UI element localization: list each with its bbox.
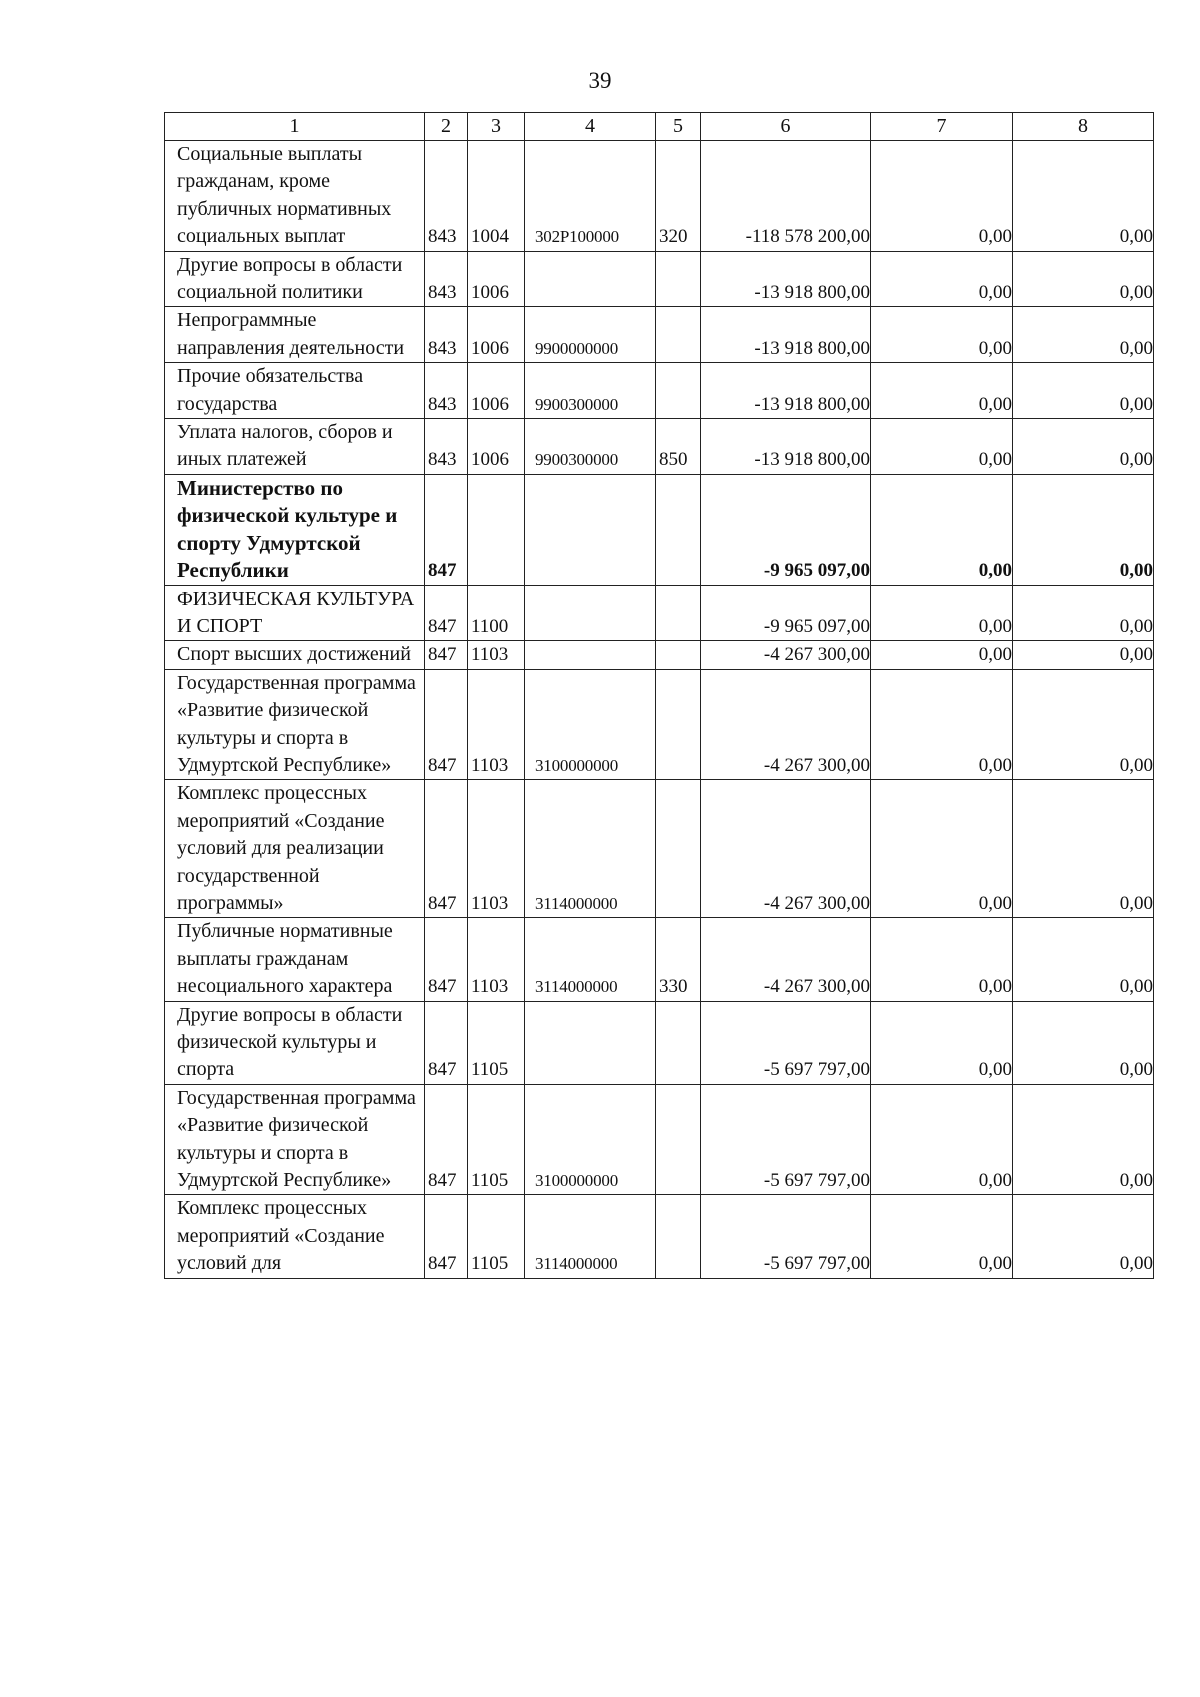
amount-year2-cell: 0,00 <box>871 641 1013 669</box>
row-name-cell: Спорт высших достижений <box>165 641 425 669</box>
row-name-cell: Комплекс процессных мероприятий «Создание условий для реализации государственной программы» <box>165 780 425 918</box>
target-article-cell: 3114000000 <box>525 1195 656 1278</box>
subsection-code-cell: 1103 <box>468 780 525 918</box>
table-row <box>165 419 1154 475</box>
expense-type-cell <box>656 585 701 641</box>
target-article-cell <box>525 474 656 585</box>
expense-type-cell <box>656 641 701 669</box>
section-code-cell: 847 <box>425 641 468 669</box>
expense-type-cell <box>656 307 701 363</box>
amount-year3-cell: 0,00 <box>1013 1195 1154 1278</box>
expense-type-cell: 850 <box>656 419 701 475</box>
row-name-cell: Публичные нормативные выплаты гражданам несоциального характера <box>165 918 425 1001</box>
target-article-cell: 9900300000 <box>525 419 656 475</box>
amount-year2-cell: 0,00 <box>871 1195 1013 1278</box>
amount-year3-cell: 0,00 <box>1013 307 1154 363</box>
row-name-cell: Государственная программа «Развитие физической культуры и спорта в Удмуртской Республике» <box>165 1084 425 1195</box>
target-article-cell <box>525 585 656 641</box>
target-article-cell: 3100000000 <box>525 1084 656 1195</box>
expense-type-cell <box>656 669 701 780</box>
amount-year3-cell: 0,00 <box>1013 1084 1154 1195</box>
table-row <box>165 251 1154 307</box>
header-row <box>165 113 1154 141</box>
row-name-cell: Министерство по физической культуре и спорту Удмуртской Республики <box>165 474 425 585</box>
amount-year3-cell: 0,00 <box>1013 141 1154 252</box>
header-cell: 4 <box>525 113 656 141</box>
expense-type-cell <box>656 363 701 419</box>
target-article-cell: 302P100000 <box>525 141 656 252</box>
amount-cell: -4 267 300,00 <box>701 641 871 669</box>
expense-type-cell <box>656 474 701 585</box>
amount-year3-cell: 0,00 <box>1013 251 1154 307</box>
target-article-cell: 3114000000 <box>525 918 656 1001</box>
table-row <box>165 641 1154 669</box>
subsection-code-cell: 1006 <box>468 307 525 363</box>
amount-year2-cell: 0,00 <box>871 474 1013 585</box>
page-number: 39 <box>588 68 612 93</box>
subsection-code-cell <box>468 474 525 585</box>
table-row <box>165 918 1154 1001</box>
amount-year2-cell: 0,00 <box>871 780 1013 918</box>
amount-cell: -13 918 800,00 <box>701 363 871 419</box>
amount-year3-cell: 0,00 <box>1013 780 1154 918</box>
expense-type-cell <box>656 251 701 307</box>
table-row <box>165 669 1154 780</box>
subsection-code-cell: 1006 <box>468 419 525 475</box>
section-code-cell: 843 <box>425 141 468 252</box>
section-code-cell: 847 <box>425 474 468 585</box>
header-cell: 3 <box>468 113 525 141</box>
subsection-code-cell: 1006 <box>468 363 525 419</box>
budget-table <box>164 112 1154 1279</box>
table-row <box>165 585 1154 641</box>
section-code-cell: 843 <box>425 251 468 307</box>
amount-cell: -13 918 800,00 <box>701 307 871 363</box>
amount-year2-cell: 0,00 <box>871 363 1013 419</box>
section-code-cell: 847 <box>425 1001 468 1084</box>
table-row <box>165 363 1154 419</box>
row-name-cell: Уплата налогов, сборов и иных платежей <box>165 419 425 475</box>
table-row <box>165 141 1154 252</box>
target-article-cell: 3100000000 <box>525 669 656 780</box>
row-name-cell: Другие вопросы в области физической культуры и спорта <box>165 1001 425 1084</box>
section-code-cell: 847 <box>425 918 468 1001</box>
section-code-cell: 847 <box>425 780 468 918</box>
section-code-cell: 847 <box>425 1195 468 1278</box>
amount-year2-cell: 0,00 <box>871 251 1013 307</box>
section-code-cell: 843 <box>425 363 468 419</box>
amount-cell: -5 697 797,00 <box>701 1001 871 1084</box>
section-code-cell: 843 <box>425 307 468 363</box>
row-name-cell: Комплекс процессных мероприятий «Создание условий для <box>165 1195 425 1278</box>
header-cell: 5 <box>656 113 701 141</box>
row-name-cell: ФИЗИЧЕСКАЯ КУЛЬТУРА И СПОРТ <box>165 585 425 641</box>
table-row <box>165 1195 1154 1278</box>
amount-cell: -4 267 300,00 <box>701 669 871 780</box>
section-code-cell: 847 <box>425 1084 468 1195</box>
amount-cell: -4 267 300,00 <box>701 918 871 1001</box>
section-code-cell: 843 <box>425 419 468 475</box>
amount-year2-cell: 0,00 <box>871 585 1013 641</box>
amount-cell: -9 965 097,00 <box>701 585 871 641</box>
table-row <box>165 474 1154 585</box>
table-row <box>165 1001 1154 1084</box>
expense-type-cell: 320 <box>656 141 701 252</box>
header-cell: 1 <box>165 113 425 141</box>
row-name-cell: Непрограммные направления деятельности <box>165 307 425 363</box>
amount-cell: -118 578 200,00 <box>701 141 871 252</box>
table-row <box>165 1084 1154 1195</box>
amount-year2-cell: 0,00 <box>871 918 1013 1001</box>
table-body <box>165 113 1154 1279</box>
subsection-code-cell: 1105 <box>468 1001 525 1084</box>
amount-cell: -4 267 300,00 <box>701 780 871 918</box>
header-cell: 7 <box>871 113 1013 141</box>
target-article-cell: 9900000000 <box>525 307 656 363</box>
subsection-code-cell: 1103 <box>468 918 525 1001</box>
amount-year2-cell: 0,00 <box>871 419 1013 475</box>
amount-cell: -5 697 797,00 <box>701 1084 871 1195</box>
amount-year2-cell: 0,00 <box>871 141 1013 252</box>
amount-year2-cell: 0,00 <box>871 669 1013 780</box>
amount-cell: -9 965 097,00 <box>701 474 871 585</box>
expense-type-cell <box>656 780 701 918</box>
expense-type-cell: 330 <box>656 918 701 1001</box>
amount-year2-cell: 0,00 <box>871 1001 1013 1084</box>
subsection-code-cell: 1103 <box>468 669 525 780</box>
amount-year3-cell: 0,00 <box>1013 669 1154 780</box>
amount-cell: -13 918 800,00 <box>701 251 871 307</box>
amount-cell: -13 918 800,00 <box>701 419 871 475</box>
amount-year3-cell: 0,00 <box>1013 641 1154 669</box>
section-code-cell: 847 <box>425 669 468 780</box>
row-name-cell: Другие вопросы в области социальной политики <box>165 251 425 307</box>
expense-type-cell <box>656 1084 701 1195</box>
header-cell: 2 <box>425 113 468 141</box>
section-code-cell: 847 <box>425 585 468 641</box>
target-article-cell: 3114000000 <box>525 780 656 918</box>
header-cell: 6 <box>701 113 871 141</box>
subsection-code-cell: 1105 <box>468 1195 525 1278</box>
subsection-code-cell: 1004 <box>468 141 525 252</box>
subsection-code-cell: 1103 <box>468 641 525 669</box>
table-row <box>165 780 1154 918</box>
amount-year3-cell: 0,00 <box>1013 1001 1154 1084</box>
row-name-cell: Государственная программа «Развитие физической культуры и спорта в Удмуртской Республике» <box>165 669 425 780</box>
subsection-code-cell: 1006 <box>468 251 525 307</box>
amount-year3-cell: 0,00 <box>1013 363 1154 419</box>
header-cell: 8 <box>1013 113 1154 141</box>
target-article-cell <box>525 251 656 307</box>
table-row <box>165 307 1154 363</box>
amount-year3-cell: 0,00 <box>1013 419 1154 475</box>
row-name-cell: Прочие обязательства государства <box>165 363 425 419</box>
amount-year3-cell: 0,00 <box>1013 474 1154 585</box>
subsection-code-cell: 1100 <box>468 585 525 641</box>
expense-type-cell <box>656 1001 701 1084</box>
expense-type-cell <box>656 1195 701 1278</box>
amount-year2-cell: 0,00 <box>871 1084 1013 1195</box>
row-name-cell: Социальные выплаты гражданам, кроме публичных нормативных социальных выплат <box>165 141 425 252</box>
subsection-code-cell: 1105 <box>468 1084 525 1195</box>
amount-cell: -5 697 797,00 <box>701 1195 871 1278</box>
target-article-cell: 9900300000 <box>525 363 656 419</box>
amount-year2-cell: 0,00 <box>871 307 1013 363</box>
amount-year3-cell: 0,00 <box>1013 585 1154 641</box>
target-article-cell <box>525 1001 656 1084</box>
target-article-cell <box>525 641 656 669</box>
amount-year3-cell: 0,00 <box>1013 918 1154 1001</box>
